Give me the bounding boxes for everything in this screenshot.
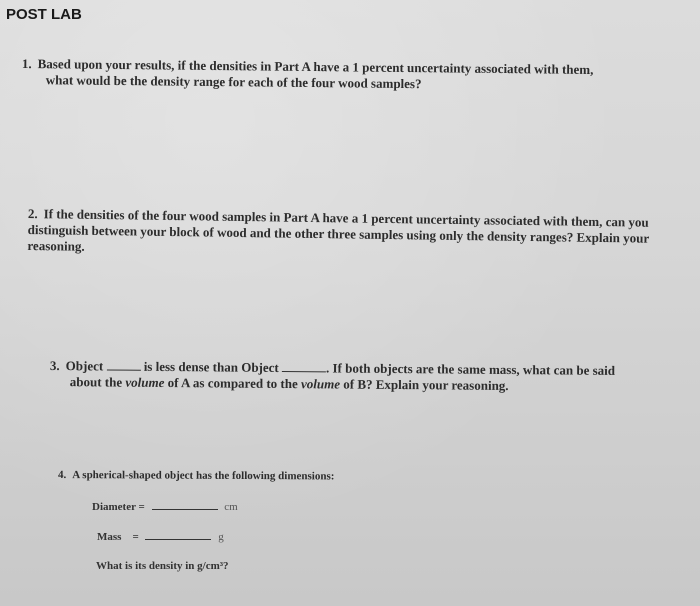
question-3-object-a-label: Object: [65, 358, 104, 374]
question-1-number: 1.: [21, 56, 32, 72]
question-1: [22, 56, 682, 95]
diameter-row: [92, 500, 238, 513]
object-a-blank[interactable]: [106, 359, 140, 370]
question-3-volume-b: volume: [300, 376, 341, 392]
question-3-about: about the: [69, 374, 123, 390]
density-question: What is its density in g/cm³?: [96, 560, 229, 572]
mass-row: [97, 530, 224, 543]
diameter-blank[interactable]: [152, 500, 218, 510]
mass-blank[interactable]: [145, 530, 211, 540]
mass-label: Mass: [97, 531, 122, 543]
diameter-label: Diameter =: [92, 501, 145, 513]
mass-equals: =: [132, 531, 139, 543]
question-1-line2: what would be the density range for each of the four wood samples?: [45, 72, 422, 92]
page-title: POST LAB: [6, 6, 82, 23]
question-3-same-mass: . If both objects are the same mass, what can be said: [325, 360, 616, 378]
question-3-explain: of B? Explain your reasoning.: [343, 376, 509, 394]
question-3-number: 3.: [49, 358, 60, 374]
question-2: [27, 206, 668, 263]
question-3-volume-a: volume: [125, 374, 165, 390]
question-3: [50, 358, 650, 395]
mass-unit: g: [218, 531, 224, 543]
question-2-text: If the densities of the four wood samples in Part A have a 1 percent uncertainty associated with them, can you distinguish between your block of wood and the other three samples using only the density ranges? Explain your reasoning.: [27, 206, 650, 254]
question-4-number: 4.: [57, 469, 67, 482]
question-3-compared: of A as compared to the: [167, 375, 298, 392]
question-3-comparison: is less dense than Object: [143, 358, 279, 375]
question-1-line1: Based upon your results, if the densities in Part A have a 1 percent uncertainty associated with them,: [37, 56, 594, 77]
diameter-unit: cm: [224, 501, 238, 513]
question-4: [58, 468, 458, 484]
object-b-blank[interactable]: [282, 361, 326, 372]
question-4-text: A spherical-shaped object has the following dimensions:: [72, 469, 335, 483]
question-2-number: 2.: [27, 206, 38, 222]
